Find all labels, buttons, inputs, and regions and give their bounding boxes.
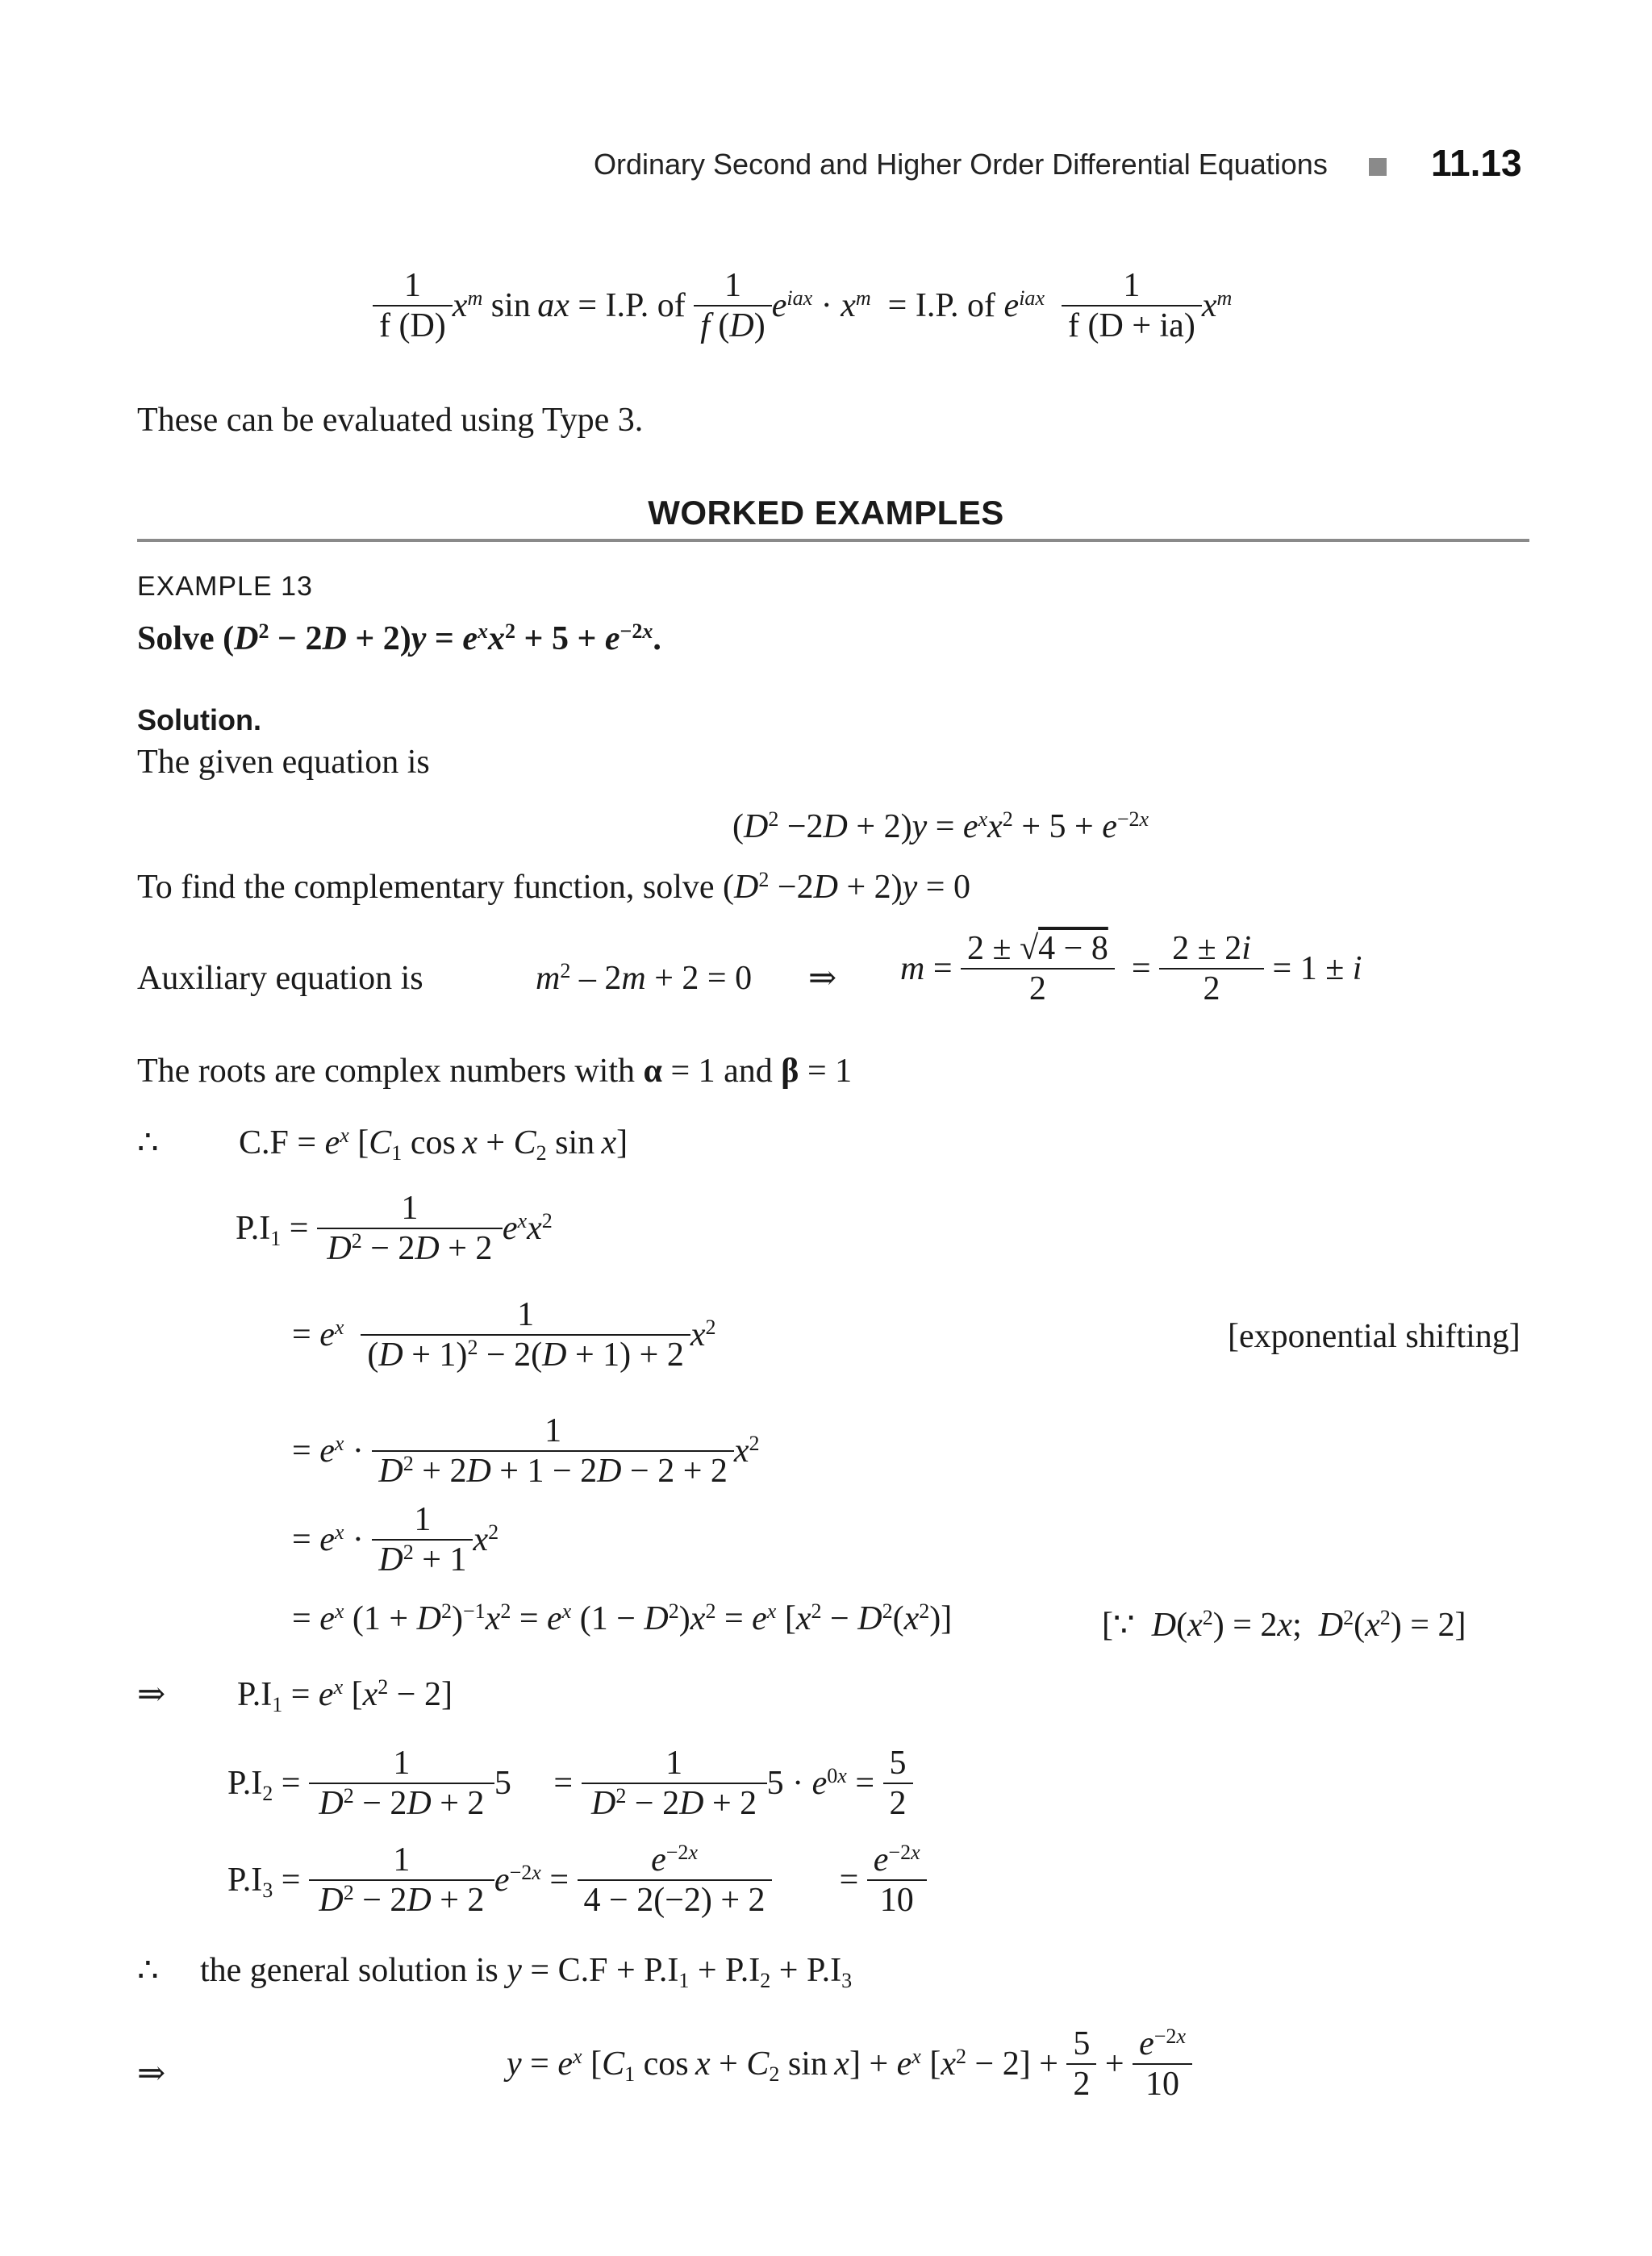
given-text: The given equation is: [137, 744, 430, 781]
header-square-icon: [1369, 158, 1387, 176]
page-number: 11.13: [1431, 142, 1522, 184]
pi1-step-expand: = $e^x$ · 1 $D^2 + 2D + 1 - 2D - 2 + 2$ $x^2$: [292, 1412, 760, 1490]
therefore-icon: ∴: [137, 1124, 159, 1161]
implies-icon: ⇒: [137, 2055, 166, 2092]
section-title: WORKED EXAMPLES: [648, 494, 1004, 532]
cf-text: To find the complementary function, solve: [137, 869, 715, 906]
pi1-step-series: = $e^x$ $(1 + D^2)^{-1}x^2 = e^x$ $(1 - D^2)x^2 = e^x$ $[x^2 - D^2(x^2)]$: [292, 1599, 953, 1637]
roots-line: The roots are complex numbers with α = 1 and β = 1: [137, 1053, 853, 1090]
intro-fraction-denominator: f (D): [379, 307, 446, 344]
cf-equation: $C.F = e^x$ [$C_1$ $\cos x + C_2$ sin x]: [239, 1123, 628, 1165]
aux-text: Auxiliary equation is: [137, 960, 423, 997]
intro-ip-text-2: I.P. of: [915, 287, 996, 324]
intro-note: These can be evaluated using Type 3.: [137, 402, 644, 439]
given-equation: $(D^2 -2D + 2)y = e^xx^2 + 5 + e^{-2x}$: [732, 807, 1149, 845]
intro-ip-text-1: I.P. of: [605, 287, 686, 324]
pi3-equation: $P.I_3$ = $\frac{1}{D^2 - 2D + 2}$ $e^{-2x}$ = $\frac{e^{-2x}}{4 - 2(-2) + 2}$ = $\frac{e^{-2x}}{10}$: [227, 1841, 927, 1920]
example-problem: Solve $(D^2 - 2D + 2)y = e^xx^2 + 5 + e^{-2x}$.: [137, 619, 661, 657]
pi1-result: $P.I_1 = e^x$ $[x^2 - 2]$: [237, 1674, 453, 1716]
pi1-step-shift: = $e^x$ 1 $(D + 1)^2 - 2(D + 1) + 2$ $x^2$: [292, 1296, 716, 1374]
general-text: the general solution is: [200, 1952, 499, 1989]
roots-text-1: The roots are complex numbers with: [137, 1053, 635, 1090]
shift-note: [exponential shifting]: [1228, 1318, 1521, 1355]
pi1-definition: $P.I_1$ = $\frac{1}{D^2 - 2D + 2}$ $e^xx^2$: [236, 1190, 553, 1267]
intro-formula: 1 f (D) $x^m$ sin ax = I.P. of 1 f (D) $e^{iax} \cdot x^m = I.P$. of $e^{iax}$ 1 f (D + ia) $x^m$: [373, 266, 1232, 345]
therefore-icon: ∴: [137, 1952, 159, 1989]
final-solution: $y = e^x$ [$C_1$ $\cos x + C_2$ $\sin x] + e^x$ $[x^2 - 2]$ + $\frac{5}{2}$ + $\frac{e^{-2x}}{10}$: [507, 2025, 1192, 2104]
solution-label: Solution.: [137, 703, 261, 736]
example-label: EXAMPLE 13: [137, 571, 313, 602]
problem-prefix: Solve: [137, 620, 215, 657]
cf-line: To find the complementary function, solve $(D^2 -2D + 2)y = 0$: [137, 867, 970, 906]
general-line: the general solution is $y = C.F + P.I_1 + P.I_2 + P.I_3$: [200, 1952, 853, 1992]
derivative-note: [∵ $D(x^2) = 2x$; $D^2(x^2) = 2$]: [1102, 1605, 1466, 1644]
implies-icon: ⇒: [808, 960, 837, 997]
pi1-step-simplify: = $e^x$ · 1 $D^2 + 1$ $x^2$: [292, 1501, 499, 1578]
section-divider: [137, 539, 1529, 542]
intro-last-denominator: f (D + ia): [1068, 307, 1195, 344]
implies-icon: ⇒: [137, 1676, 166, 1713]
aux-equation: $m^2 - 2m + 2 = 0$: [536, 958, 753, 997]
aux-roots: m = $\frac{2 \pm √4 - 8}{2}$ = $\frac{2 \pm 2i}{2}$ = 1 ± i: [900, 930, 1362, 1007]
roots-text-2: and: [724, 1053, 773, 1090]
pi2-equation: $P.I_2$ = $\frac{1}{D^2 - 2D + 2}$ 5 = $\frac{1}{D^2 - 2D + 2}$ $5 \cdot e^{0x}$ = $\frac{5}{2}$: [227, 1744, 913, 1823]
running-header-title: Ordinary Second and Higher Order Differential Equations: [594, 148, 1328, 181]
